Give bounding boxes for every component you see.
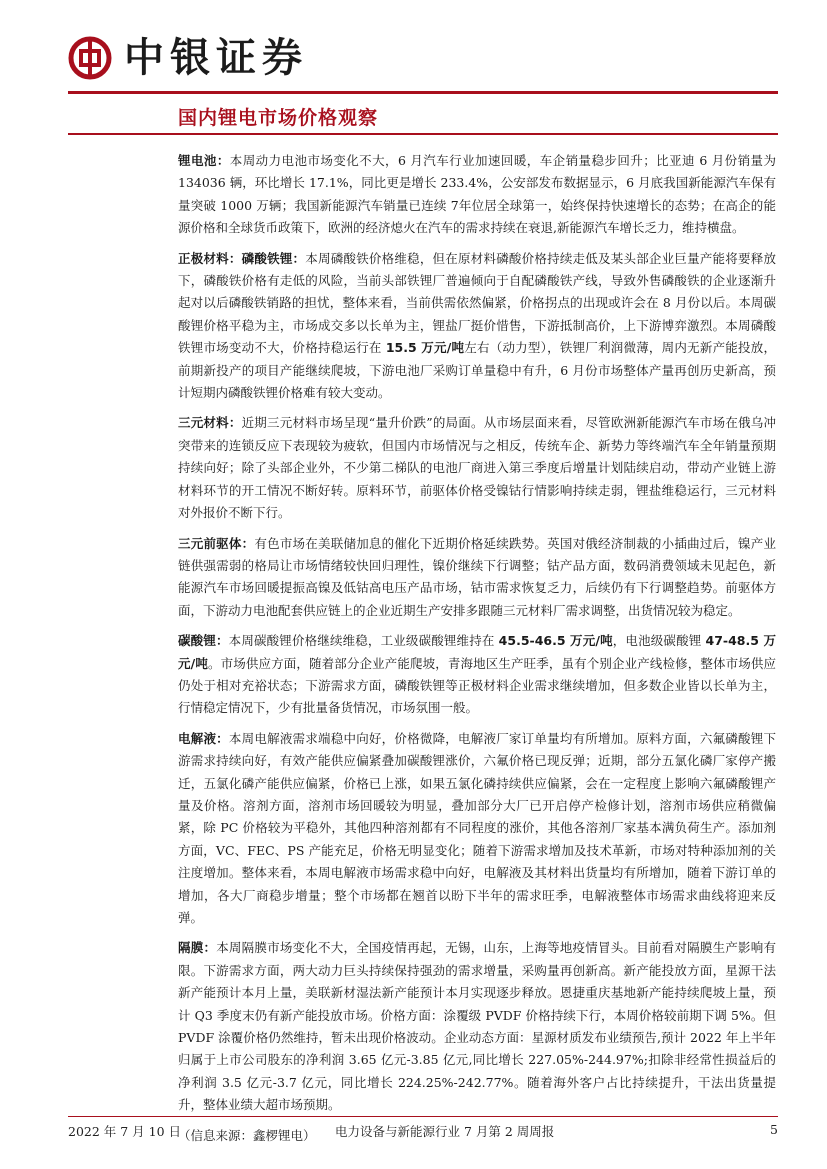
paragraph-lead: 碳酸锂： — [178, 633, 229, 649]
paragraph-text: 左右（动力型），铁锂厂利润微薄，周内无新产能投放，前期新投产的项目产能继续爬坡，下游电池厂采购订单量稳中有升，6 月份市场整体产量再创历史新高，预计短期内磷酸铁锂价格难有较大变动。 — [178, 340, 776, 401]
paragraph-text: ，电池级碳酸锂 — [612, 633, 706, 649]
paragraph-text: 近期三元材料市场呈现“量升价跌”的局面。从市场层面来看，尽管欧洲新能源汽车市场在俄乌冲突带来的连锁反应下表现较为疲软，但国内市场情况与之相反，传统车企、新势力等终端汽车全年销量预期持续向好；除了头部企业外，不少第二梯队的电池厂商进入第三季度后增量计划陆续启动，带动产业链上游材料环节的开工情况不断好转。原料环节，前驱体价格受镍钴行情影响持续走弱，锂盐维稳运行，三元材料对外报价不断下行。 — [178, 415, 776, 521]
price-highlight: 45.5-46.5 万元/吨 — [498, 633, 613, 649]
paragraph-ternary — [178, 412, 776, 524]
footer-report-title: 电力设备与新能源行业 7 月第 2 周周报 — [335, 1124, 555, 1139]
price-highlight: 15.5 万元/吨 — [385, 340, 465, 356]
footer-date: 2022 年 7 月 10 日 — [68, 1124, 182, 1139]
header-divider — [68, 91, 778, 94]
paragraph-text: 有色市场在美联储加息的催化下近期价格延续跌势。英国对俄经济制裁的小插曲过后，镍产业链供强需弱的格局让市场情绪较快回归理性，镍价继续下行调整；钴产品方面，数码消费领域未见起色，新能源汽车市场回暖提振高镍及低钴高电压产品市场，钴市需求恢复乏力，后续仍有下行调整趋势。前驱体方面，下游动力电池配套供应链上的企业近期生产安排多跟随三元材料厂需求调整，出货情况较为稳定。 — [178, 535, 776, 618]
page-header — [68, 28, 788, 88]
paragraph-precursor — [178, 533, 776, 623]
report-body — [178, 150, 776, 1147]
paragraph-lead: 电解液： — [178, 730, 229, 746]
paragraph-lfp — [178, 248, 776, 405]
paragraph-lead: 三元前驱体： — [178, 535, 255, 551]
info-source: （信息来源：鑫椤锂电） — [178, 1127, 316, 1143]
page-number: 5 — [770, 1122, 778, 1137]
paragraph-text: 本周碳酸锂价格继续维稳，工业级碳酸锂维持在 — [228, 633, 499, 649]
section-title: 国内锂电市场价格观察 — [178, 107, 379, 129]
price-highlight: 47-48.5 万元/吨 — [178, 633, 776, 671]
paragraph-text: 。市场供应方面，随着部分企业产能爬坡，青海地区生产旺季，虽有个别企业产线检修，整体市场供应仍处于相对充裕状态；下游需求方面，磷酸铁锂等正极材料企业需求继续增加，但多数企业皆以长单为主，行情稳定情况下，少有批量备货情况，市场氛围一般。 — [178, 655, 776, 716]
bank-of-china-logo-icon — [68, 36, 112, 80]
paragraph-lead: 三元材料： — [178, 415, 242, 431]
title-divider — [68, 133, 778, 135]
paragraph-battery — [178, 150, 776, 240]
paragraph-lead: 正极材料： — [178, 250, 242, 266]
footer-divider — [68, 1116, 778, 1117]
brand-name: 中银证券 — [124, 35, 308, 81]
paragraph-text: 本周动力电池市场变化不大，6 月汽车行业加速回暖，车企销量稳步回升；比亚迪 6 月份销量为 134036 辆，环比增长 17.1%，同比更是增长 233.4%，公安部发布数据显示，6 月底我国新能源汽车保有量突破 1000 万辆；我国新能源汽车销量已连续 7年位居全球第一，始终保持快速增长的态势；在高企的能源价格和全球货币政策下，欧洲的经济熄火在汽车的需求持续在衰退,新能源汽车增长乏力，维持横盘。 — [178, 153, 776, 236]
paragraph-carbonate — [178, 630, 776, 720]
paragraph-separator — [178, 937, 776, 1116]
paragraph-lead: 锂电池： — [178, 153, 230, 168]
paragraph-text: 本周电解液需求端稳中向好，价格微降，电解液厂家订单量均有所增加。原料方面，六氟磷酸锂下游需求持续向好，有效产能供应偏紧叠加碳酸锂涨价，六氟价格已现反弹；近期，部分五氯化磷厂家停产搬迁，五氯化磷产能供应偏紧，价格已上涨，如果五氯化磷持续供应偏紧，会在一定程度上影响六氟磷酸锂产量及价格。溶剂方面，溶剂市场回暖较为明显，叠加部分大厂已开启停产检修计划，溶剂市场供应稍微偏紧，除 PC 价格较为平稳外，其他四种溶剂都有不同程度的涨价，其他各溶剂厂家基本满负荷生产。添加剂方面，VC、FEC、PS 产能充足，价格无明显变化；随着下游需求增加及技术革新，市场对特种添加剂的关注度增加。整体来看，本周电解液市场需求稳中向好，电解液及其材料出货量均有所增加，随着下游订单的增加，各大厂商稳步增量；整个市场都在翘首以盼下半年的需求旺季，电解液整体市场需求曲线将迎来反弹。 — [178, 730, 776, 925]
paragraph-text: 本周磷酸铁价格维稳，但在原材料磷酸价格持续走低及某头部企业巨量产能将要释放下，磷酸铁价格有走低的风险，当前头部铁锂厂普遍倾向于自配磷酸铁产线，导致外售磷酸铁的企业逐渐升起对以后磷酸铁销路的担忧，整体来看，当前供需依然偏紧，价格拐点的出现或许会在 8 月份以后。本周碳酸锂价格平稳为主，市场成交多以长单为主，锂盐厂挺价惜售，下游抵制高价，上下游博弈激烈。本周磷酸铁锂市场变动不大，价格持稳运行在 — [178, 250, 776, 356]
paragraph-sublead: 磷酸铁锂： — [241, 250, 306, 266]
paragraph-text: 本周隔膜市场变化不大，全国疫情再起，无锡，山东，上海等地疫情冒头。目前看对隔膜生产影响有限。下游需求方面，两大动力巨头持续保持强劲的需求增量，采购量再创新高。新产能投放方面，星源干法新产能预计本月上量，美联新材湿法新产能预计本月实现逐步释放。恩捷重庆基地新产能持续爬坡上量，预计 Q3 季度末仍有新产能投放市场。价格方面：涂覆级 PVDF 价格持续下行，本周价格较前期下调 5%。但 PVDF 涂覆价格仍然维持，暂未出现价格波动。企业动态方面：星源材质发布业绩预告,预计 2022 年上半年归属于上市公司股东的净利润 3.65 亿元-3.85 亿元,同比增长 227.05%-244.97%;扣除非经常性损益后的净利润 3.5 亿元-3.7 亿元，同比增长 224.25%-242.77%。随着海外客户占比持续提升，干法出货量提升，整体业绩大超市场预期。 — [178, 940, 776, 1113]
paragraph-electrolyte — [178, 728, 776, 930]
paragraph-lead: 隔膜： — [178, 940, 217, 956]
